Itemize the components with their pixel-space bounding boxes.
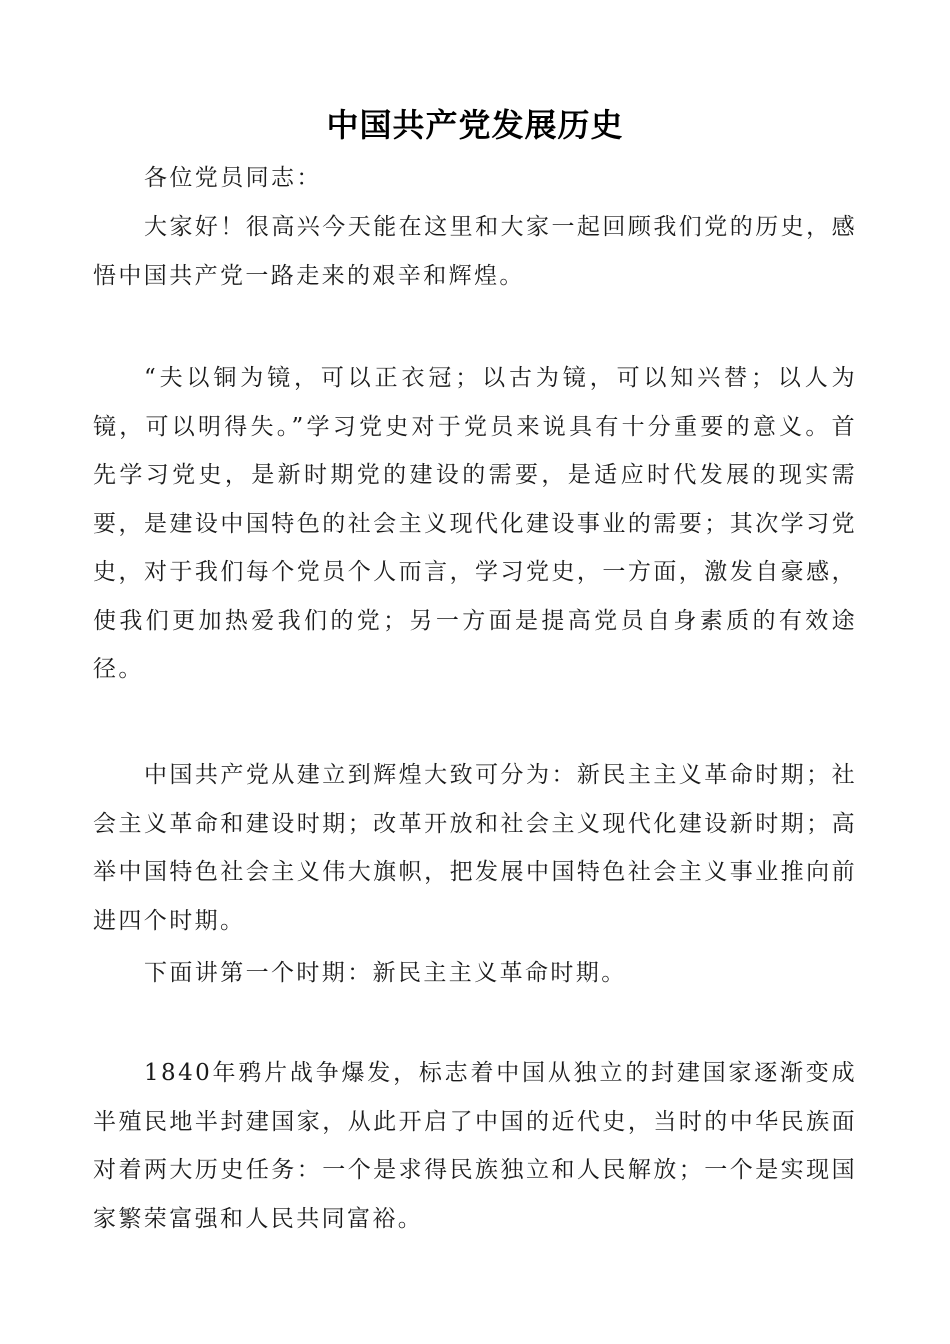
paragraph-first-period: 下面讲第一个时期：新民主主义革命时期。: [144, 960, 627, 986]
paragraph-periods: 中国共产党从建立到辉煌大致可分为：新民主主义革命时期；社会主义革命和建设时期；改革开放和社会主义现代化建设新时期；高举中国特色社会主义伟大旗帜，把发展中国特色社会主义事业推向前进四个时期。: [93, 762, 857, 934]
document-title: 中国共产党发展历史: [326, 106, 624, 144]
paragraph-quote: “夫以铜为镜，可以正衣冠；以古为镜，可以知兴替；以人为镜，可以明得失。”学习党史对于党员来说具有十分重要的意义。首先学习党史，是新时期党的建设的需要，是适应时代发展的现实需要，是建设中国特色的社会主义现代化建设事业的需要；其次学习党史，对于我们每个党员个人而言，学习党史，一方面，激发自豪感，使我们更加热爱我们的党；另一方面是提高党员自身素质的有效途径。: [93, 365, 857, 682]
paragraph-1840-history: 1840年鸦片战争爆发，标志着中国从独立的封建国家逐渐变成半殖民地半封建国家，从此开启了中国的近代史，当时的中华民族面对着两大历史任务：一个是求得民族独立和人民解放；一个是实现国家繁荣富强和人民共同富裕。: [93, 1060, 857, 1232]
paragraph-opening: 大家好！很高兴今天能在这里和大家一起回顾我们党的历史，感悟中国共产党一路走来的艰辛和辉煌。: [93, 214, 857, 289]
paragraph-greeting: 各位党员同志：: [144, 165, 322, 191]
